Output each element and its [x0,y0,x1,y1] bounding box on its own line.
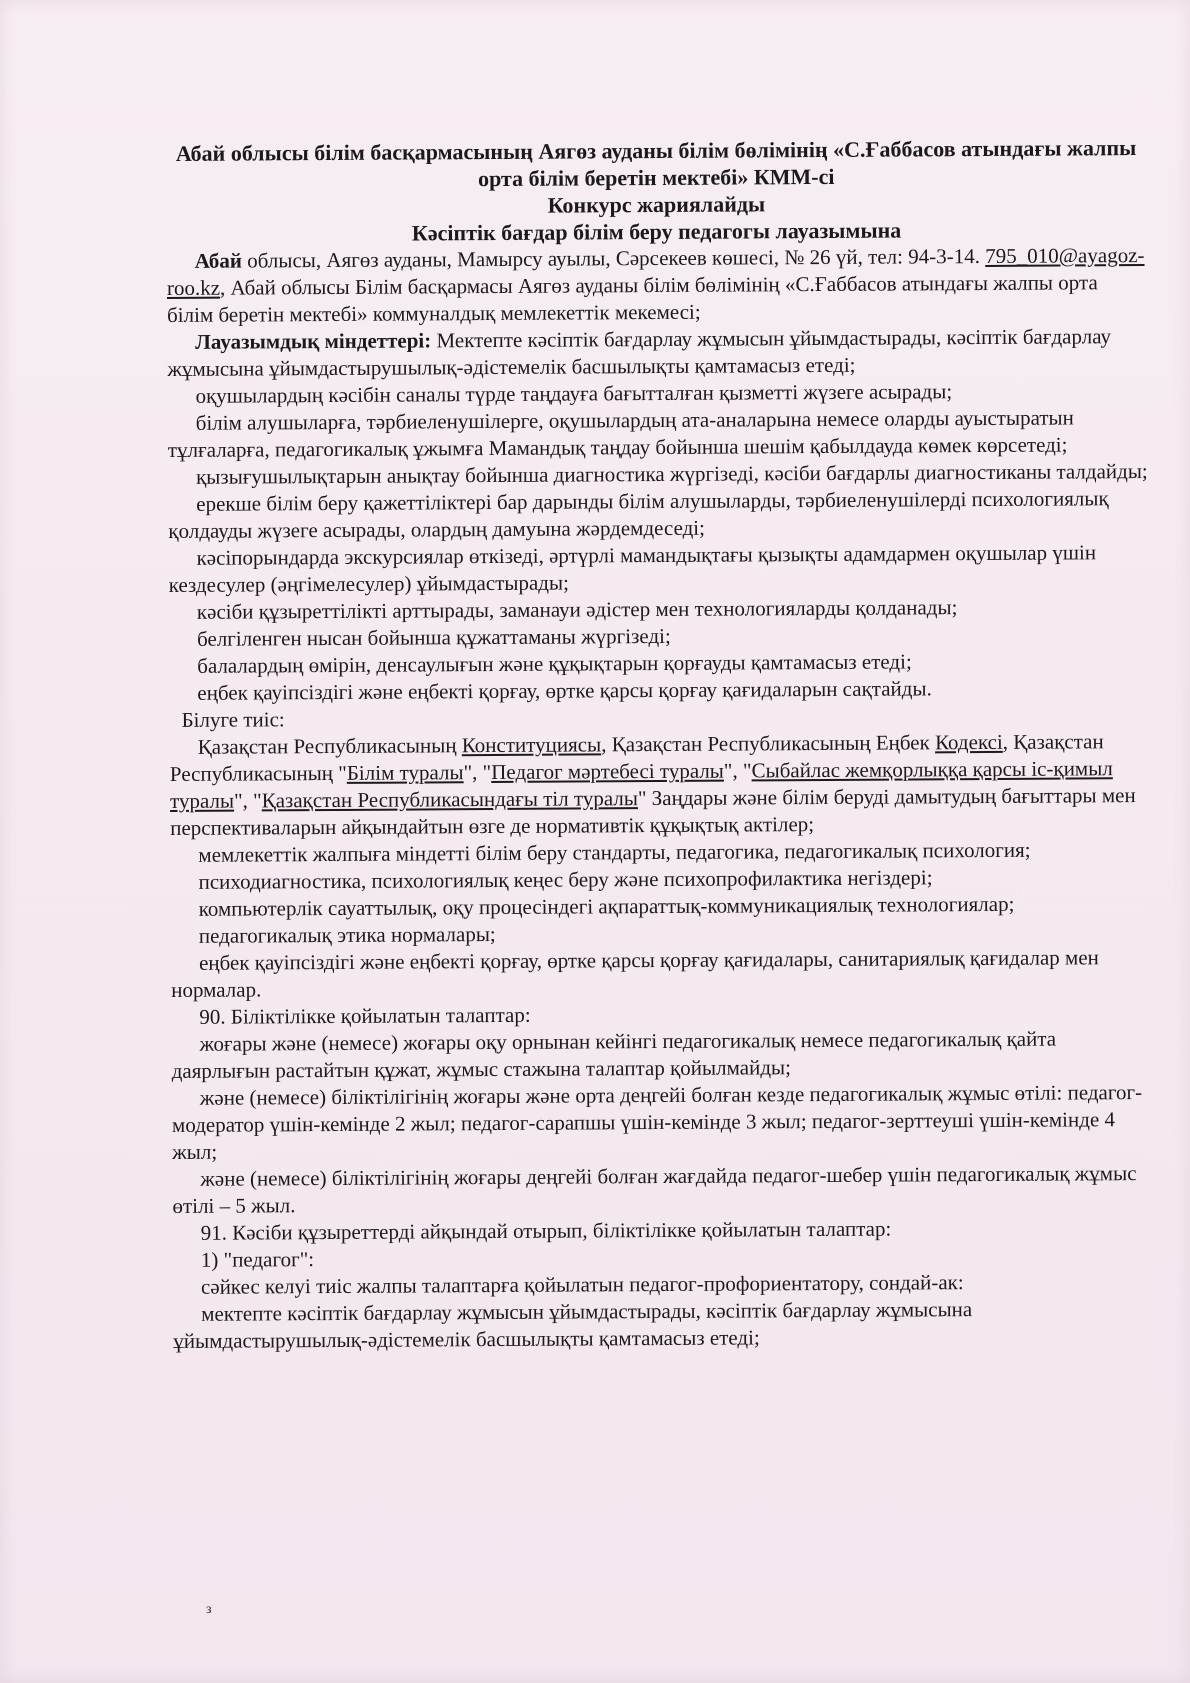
duty-item: еңбек қауіпсіздігі және еңбекті қорғау, өртке қарсы қорғау қағидаларын сақтайды. [197,676,932,705]
competence-item: 1) "педагог": [200,1247,315,1272]
duty-item: кәсіби құзыреттілікті арттырады, заманауи әдістер мен технологияларды қолданады; [196,595,958,624]
requirement-item: және (немесе) біліктілігінің жоғары деңгейі болған жағдайда педагог-шебер үшін педагогикалық жұмыс өтілі – 5 жыл. [172,1161,1137,1218]
header-title: Абай облысы білім басқармасының Аягөз ауданы білім бөлімінің «С.Ғаббасов атындағы жалпы орта білім беретін мектебі» КММ-сі [175,135,1137,192]
document-body [166,134,1153,1355]
duties-label: Лауазымдық міндеттері: [195,328,432,354]
email-link[interactable]: 795_010@ayagoz-roo.kz [166,243,1145,300]
law-link-labor-code[interactable]: Кодексі [934,729,1003,755]
law-link-constitution[interactable]: Конституциясы [461,732,602,758]
knowledge-item: психодиагностика, психологиялық кеңес беру және психопрофилактика негіздері; [198,865,933,894]
duties-first [167,323,1147,383]
header-position: Кәсіптік бағдар білім беру педагогы лауазымына [411,217,902,246]
duty-item: балалардың өмірін, денсаулығын және құқықтарын қорғауды қамтамасыз етеді; [197,649,912,678]
requirement-item: және (немесе) біліктілігінің жоғары және орта деңгейі болған кезде педагогикалық жұмыс өтілі: педагог-модератор үшін-кемінде 2 жыл; педагог-сарапшы үшін-кемінде 3 жыл; педагог-зерттеуші үшін-кемінде 4 жыл; [171,1080,1143,1164]
laws-text: Қазақстан Республикасының [197,733,462,759]
laws-text: " Заңдары және білім беруді дамытудың бағыттары мен перспективаларын айқындайтын өзге де нормативтік құқықтық актілер; [170,783,1136,840]
requirement-item: жоғары және (немесе) жоғары оқу орнынан кейінгі педагогикалық немесе педагогикалық қайта даярлығын растайтын құжат, жұмыс стажына талаптар қойылмайды; [171,1026,1057,1083]
header-announcement: Конкурс жариялайды [547,191,766,218]
duties-first-text: Мектепте кәсіптік бағдарлау жұмысын ұйымдастырады, кәсіптік бағдарлау жұмысына ұйымдастырушылық-әдістемелік басшылықты қамтамасыз етеді; [167,324,1111,381]
address-paragraph [167,242,1147,329]
duty-item: кәсіпорындарда экскурсиялар өткізеді, әртүрлі мамандықтағы қызықты адамдармен оқушылар үшін кездесулер (әңгімелесулер) ұйымдастырады; [168,540,1097,597]
knowledge-item: компьютерлік сауаттылық, оқу процесіндегі ақпараттық-коммуникациялық технологиялар; [198,891,1015,921]
duty-item: білім алушыларға, тәрбиеленушілерге, оқушылардың ата-аналарына немесе оларды ауыстыратын тұлғаларға, педагогикалық ұжымға Мамандық таңдау бойынша шешім қабылдауда көмек көрсетеді; [167,405,1074,462]
competence-label: 91. Кәсіби құзыреттерді айқындай отырып, біліктілікке қойылатын талаптар: [200,1216,892,1245]
law-link-education[interactable]: Білім туралы [346,760,464,785]
address-institution: , Абай облысы Білім басқармасы Аягөз ауданы білім бөлімінің «С.Ғаббасов атындағы жалпы орта білім беретін мектебі» коммуналдық мемлекеттік мекемесі; [166,270,1098,327]
law-link-anticorruption[interactable]: Сыбайлас жемқорлыққа қарсы іс-қимыл туралы [169,756,1113,813]
laws-text: , Қазақстан Республикасының " [169,729,1104,786]
duty-item: ерекше білім беру қажеттіліктері бар дарынды білім алушыларды, тәрбиеленушілерді психологиялық қолдауды жүзеге асырады, олардың дамуына жәрдемдеседі; [168,486,1109,543]
address-region-bold: Абай [194,248,243,273]
duty-item: белгіленген нысан бойынша құжаттаманы жүргізеді; [196,623,671,651]
law-link-teacher-status[interactable]: Педагог мәртебесі туралы [491,758,724,785]
knowledge-item: еңбек қауіпсіздігі және еңбекті қорғау, өртке қарсы қорғау қағидалары, санитариялық қағидалар мен нормалар. [171,945,1099,1002]
laws-text: , Қазақстан Республикасының Еңбек [601,730,936,757]
knowledge-item: мемлекеттік жалпыға міндетті білім беру стандарты, педагогика, педагогикалық психология; [198,837,1031,867]
law-link-language[interactable]: Қазақстан Республикасындағы тіл туралы [261,786,638,813]
address-text: облысы, Аягөз ауданы, Мамырсу ауылы, Сәрсекеев көшесі, № 26 үй, тел: 94-3-14. [241,244,981,273]
knowledge-label: Білуге тиіс: [181,707,285,732]
knowledge-laws [170,728,1151,842]
duty-item: қызығушылықтарын анықтау бойынша диагностика жүргізеді, кәсіби бағдарлы диагностиканы талдайды; [195,459,1148,489]
competence-item: мектепте кәсіптік бағдарлау жұмысын ұйымдастырады, кәсіптік бағдарлау жұмысына ұйымдастырушылық-әдістемелік басшылықты қамтамасыз етеді; [173,1297,973,1353]
competence-item: сәйкес келуі тиіс жалпы талаптарға қойылатын педагог-профориентатору, сондай-ак: [200,1270,964,1299]
requirements-label: 90. Біліктілікке қойылатын талаптар: [199,1002,531,1029]
knowledge-item: педагогикалық этика нормалары; [198,922,496,948]
laws-text: ", " [723,758,752,783]
laws-text: ", " [233,788,262,813]
footer-mark: з [206,1602,212,1617]
duty-item: оқушылардың кәсібін саналы түрде таңдауға бағытталған қызметті жүзеге асырады; [195,379,953,408]
laws-text: ", " [463,760,492,785]
